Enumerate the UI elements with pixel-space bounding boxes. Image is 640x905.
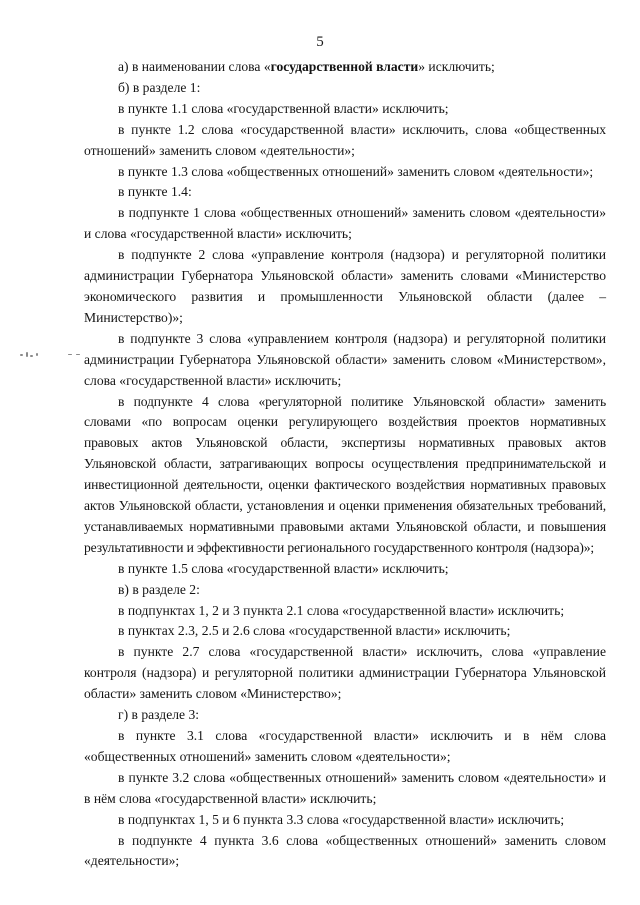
paragraph-item-g: г) в разделе 3: [118, 707, 200, 723]
paragraph: в пункте 1.3 слова «общественных отношений» заменить словом «деятельности»; [118, 163, 594, 179]
page-number: 5 [316, 34, 324, 50]
paragraph-item-v: в) в разделе 2: [118, 581, 200, 597]
bold-phrase: государственной власти [270, 59, 419, 74]
paragraph: в подпунктах 1, 5 и 6 пункта 3.3 слова «государственной власти» исключить; [118, 811, 565, 827]
paragraph: в подпункте 1 слова «общественных отношений» заменить словом «деятельности» и слова «государственной власти» исключить; [84, 205, 606, 242]
scan-artifact-mark [20, 349, 84, 361]
paragraph: в пунктах 2.3, 2.5 и 2.6 слова «государственной власти» исключить; [118, 623, 511, 639]
paragraph: в подпункте 4 слова «регуляторной политике Ульяновской области» заменить словами «по вопросам оценки регулирующего воздействия проектов нормативных правовых актов Ульяновской области, экспертизы нормативных правовых актов Ульяновской области, затрагивающих вопросы осуществления предпринимательской и инвестиционной деятельности, оценки фактического воздействия нормативных правовых актов Ульяновской области, установления и оценки применения обязательных требований, устанавливаемых нормативными правовыми актами Ульяновской области, и повышения результативности и эффективности регионального государственного контроля (надзора)»; [84, 393, 606, 555]
paragraph: в пункте 3.2 слова «общественных отношений» заменить словом «деятельности» и в нём слова «государственной власти» исключить; [84, 769, 606, 806]
document-body [84, 57, 606, 872]
paragraph: в подпункте 3 слова «управлением контроля (надзора) и регуляторной политики администрации Губернатора Ульяновской области» заменить словом «Министерством», слова «государственной власти» исключить; [84, 330, 606, 388]
paragraph-text: а) в наименовании слова « [118, 59, 271, 74]
paragraph: в пункте 1.4: [118, 184, 192, 200]
paragraph: в подпункте 4 пункта 3.6 слова «общественных отношений» заменить словом «деятельности»; [84, 832, 606, 869]
paragraph: в пункте 1.5 слова «государственной власти» исключить; [118, 560, 449, 576]
paragraph: в пункте 1.1 слова «государственной власти» исключить; [118, 100, 449, 116]
paragraph: в подпункте 2 слова «управление контроля (надзора) и регуляторной политики администрации Губернатора Ульяновской области» заменить словами «Министерство экономического развития и промышленности Ульяновской области (далее – Министерство)»; [84, 247, 606, 325]
paragraph-item-a [84, 57, 606, 78]
paragraph: в пункте 1.2 слова «государственной власти» исключить, слова «общественных отношений» заменить словом «деятельности»; [84, 121, 606, 158]
paragraph: в пункте 2.7 слова «государственной власти» исключить, слова «управление контроля (надзора) и регуляторной политики администрации Губернатора Ульяновской области» заменить словом «Министерство»; [84, 644, 606, 702]
paragraph: в пункте 3.1 слова «государственной власти» исключить и в нём слова «общественных отношений» заменить словом «деятельности»; [84, 728, 606, 764]
paragraph-item-b: б) в разделе 1: [118, 79, 201, 95]
paragraph-text: » исключить; [418, 59, 495, 74]
paragraph: в подпунктах 1, 2 и 3 пункта 2.1 слова «государственной власти» исключить; [118, 602, 565, 618]
